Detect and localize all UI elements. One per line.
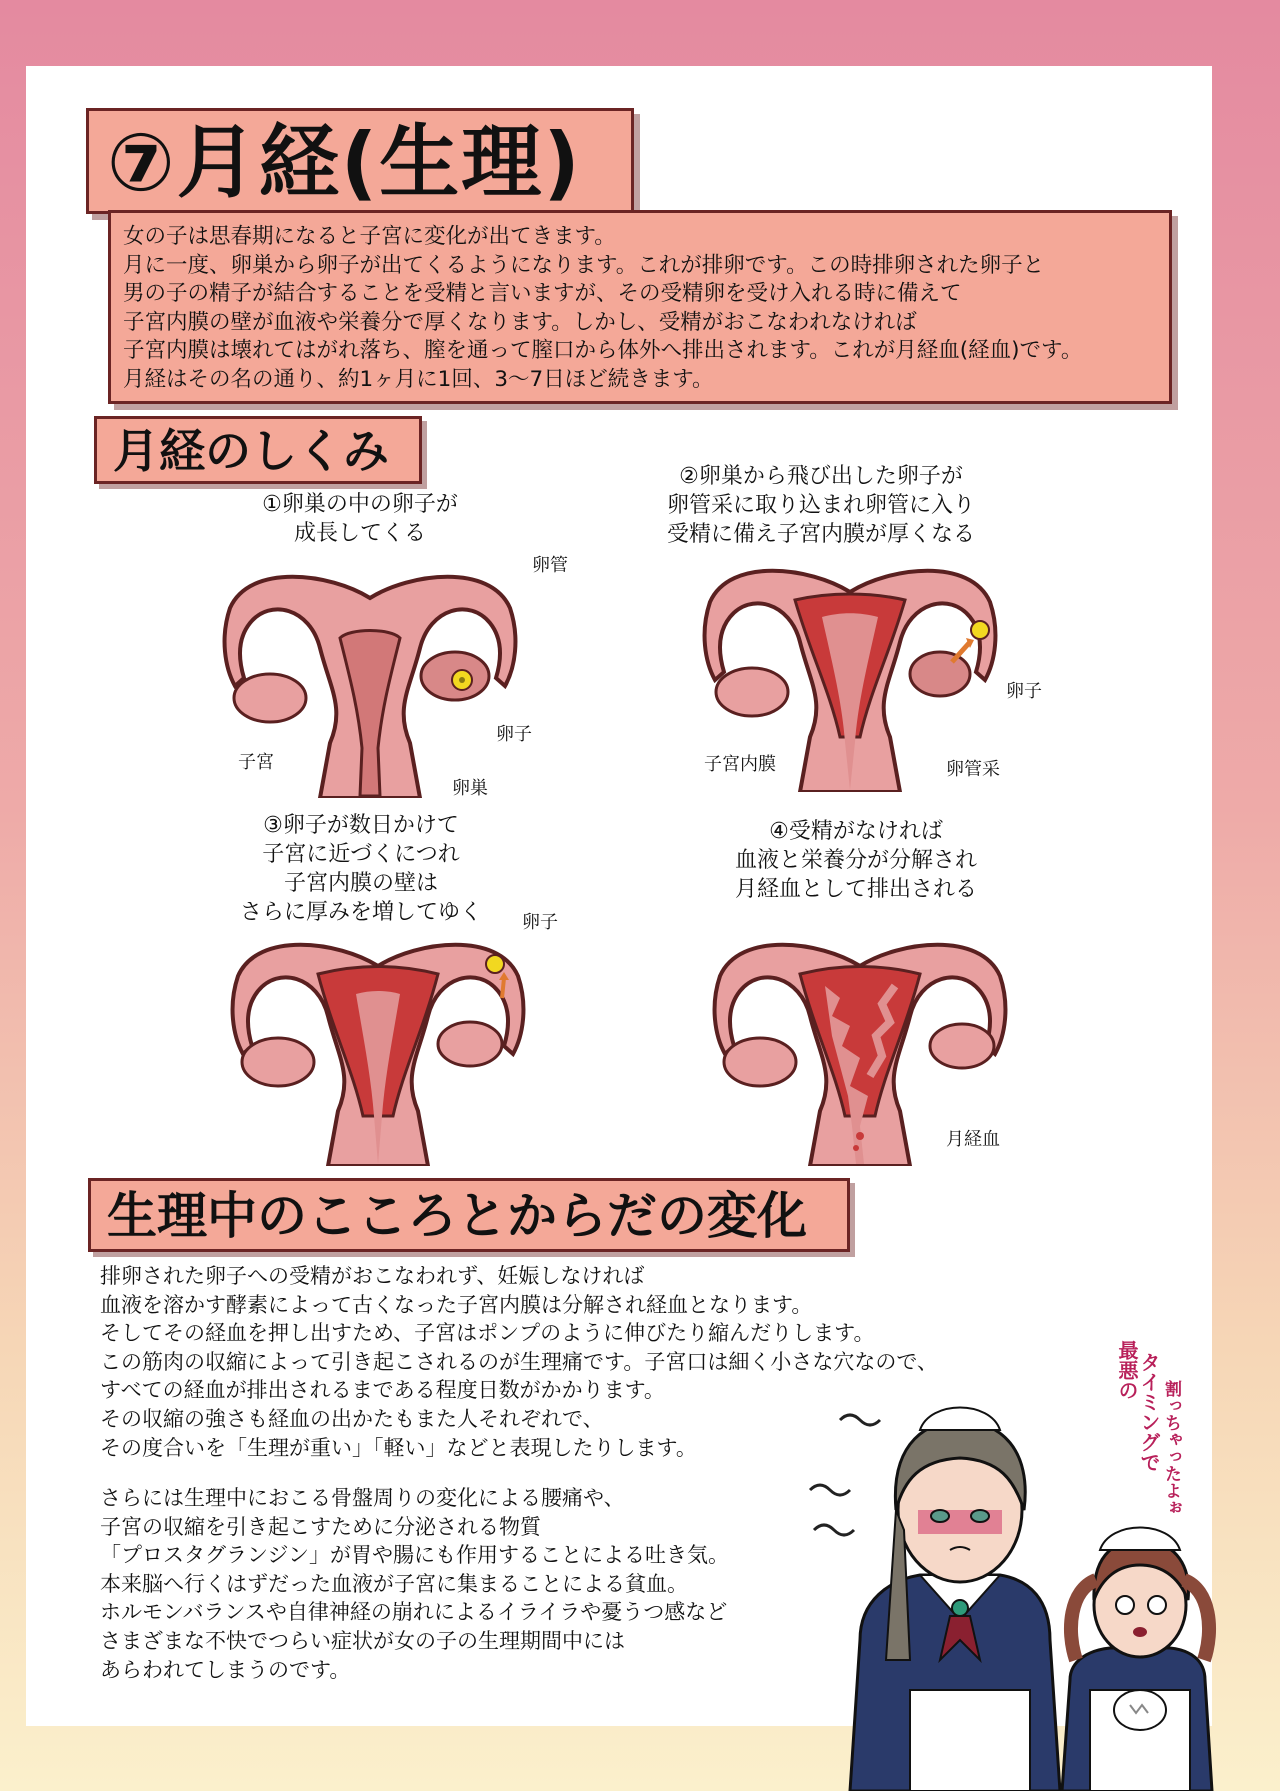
intro-box [108,210,1172,404]
step3-caption: ③卵子が数日かけて 子宮に近づくにつれ 子宮内膜の壁は さらに厚みを増してゆく [239,813,482,925]
title-box [86,108,634,214]
step4-label-blood: 月経血 [946,1129,1000,1150]
step3-uterus-diagram [218,936,538,1166]
step1-label-uterus: 子宮 [238,752,274,773]
section-heading-box-mechanism [94,416,422,484]
step1-label-tube: 卵管 [532,555,568,576]
step1-caption: ①卵巣の中の卵子が 成長してくる [262,492,458,546]
step2-caption: ②卵巣から飛び出した卵子が 卵管采に取り込まれ卵管に入り 受精に備え子宮内膜が厚くなる [666,464,975,547]
section-heading-mechanism: 月経のしくみ [113,424,389,478]
intro-text: 女の子は思春期になると子宮に変化が出てきます。 月に一度、卵巣から卵子が出てくるようになります。これが排卵です。この時排卵された卵子と 男の子の精子が結合することを受精と言いますが、その受精卵を受け入れる時に備えて 子宮内膜の壁が血液や栄養分で厚くなります。しかし、受精がおこなわれなければ 子宮内膜は壊れてはがれ落ち、膣を通って膣口から体外へ排出されます。これが月経血(経血)です。 月経はその名の通り、約1ヶ月に1回、3～7日ほど続きます。 [123,224,1083,392]
maid-characters-illustration [800,1360,1240,1791]
page-title: ⑦月経(生理) [107,116,582,209]
body-paragraph-1: 排卵された卵子への受精がおこなわれず、妊娠しなければ 血液を溶かす酵素によって古くなった子宮内膜は分解され経血となります。 そしてその経血を押し出すため、子宮はポンプのように伸びたり縮んだりします。 この筋肉の収縮によって引き起こされるのが生理痛です。子宮口は細く小さな穴なので、 すべての経血が排出されるまである程度日数がかかります。 その収縮の強さも経血の出かたもまた人それぞれで、 その度合いを「生理が重い」「軽い」などと表現したりします。 [100,1264,938,1460]
step1-label-egg: 卵子 [496,724,532,745]
section-heading-box-changes [88,1178,850,1252]
speech-text-1: 最悪の [1115,1340,1139,1400]
step1-label-ovary: 卵巣 [452,778,488,799]
section-heading-changes: 生理中のこころとからだの変化 [107,1187,807,1245]
speech-text-2: タイミングで [1137,1352,1161,1472]
step3-label-egg: 卵子 [522,912,558,933]
step4-caption: ④受精がなければ 血液と栄養分が分解され 月経血として排出される [734,819,977,902]
step2-label-fimbria: 卵管采 [946,759,1000,780]
step2-label-endometrium: 子宮内膜 [704,754,776,775]
speech-text-3: 割っちゃったよぉ [1161,1380,1181,1516]
body-paragraph-2: さらには生理中におこる骨盤周りの変化による腰痛や、 子宮の収縮を引き起こすために分泌される物質 「プロスタグランジン」が胃や腸にも作用することによる吐き気。 本来脳へ行くはずだった血液が子宮に集まることによる貧血。 ホルモンバランスや自律神経の崩れによるイライラや憂うつ感など さまざまな不快でつらい症状が女の子の生理期間中には あらわれてしまうのです。 [100,1486,729,1682]
step2-label-egg: 卵子 [1006,681,1042,702]
